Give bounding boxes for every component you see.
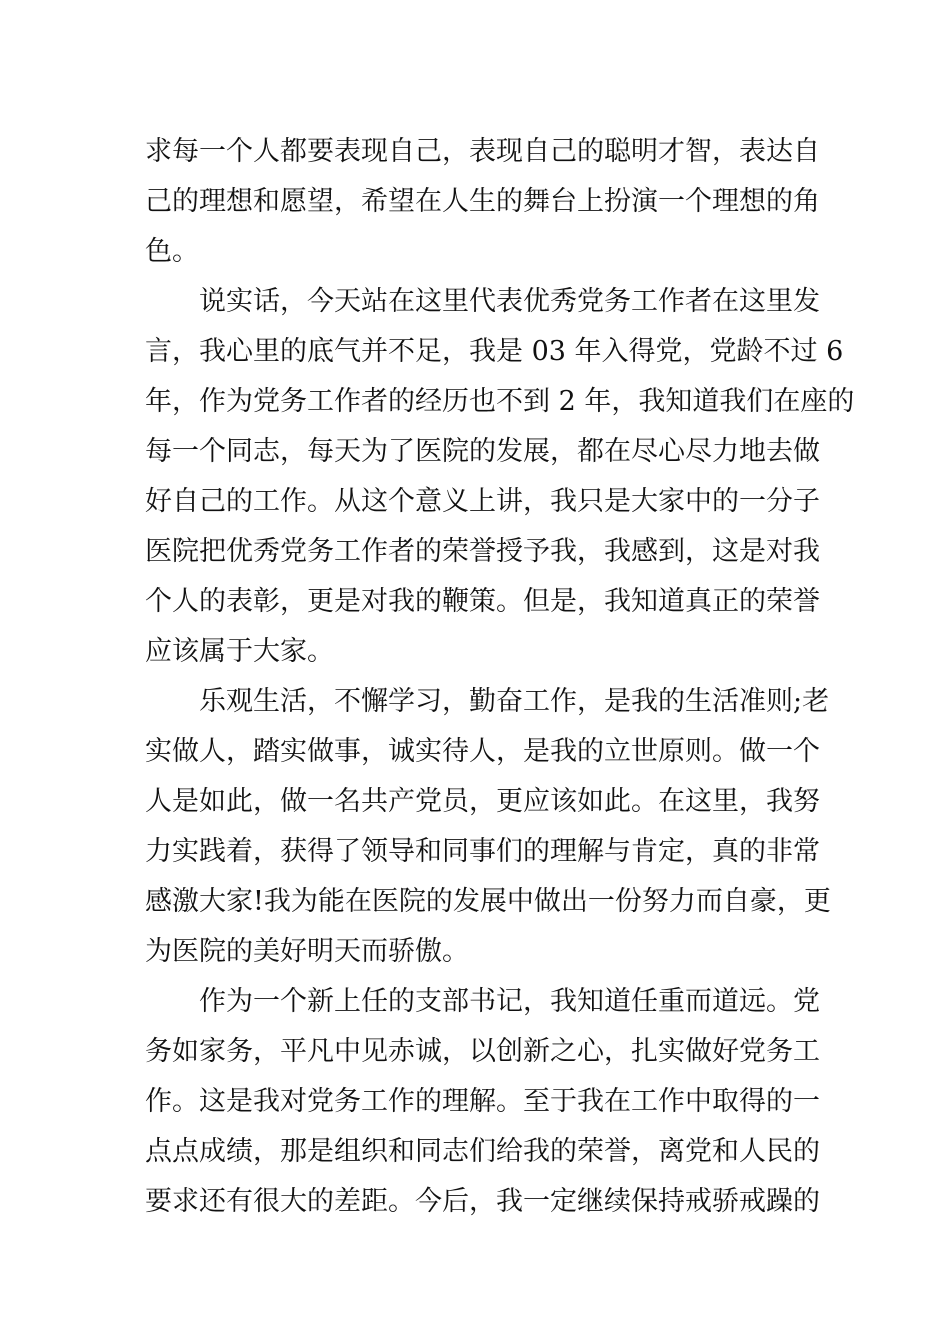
text-line: 作为一个新上任的支部书记，我知道任重而道远。党 [199,986,820,1017]
paragraph-3 [145,677,831,977]
document-body [145,127,855,1227]
text-line: 好自己的工作。从这个意义上讲，我只是大家中的一分子 [145,486,820,517]
text-line: 每一个同志，每天为了医院的发展，都在尽心尽力地去做 [145,436,820,467]
text-line: 医院把优秀党务工作者的荣誉授予我，我感到，这是对我 [145,536,820,567]
text-line: 求每一个人都要表现自己，表现自己的聪明才智，表达自 [145,136,820,167]
text-line: 应该属于大家。 [145,636,334,667]
text-line: 个人的表彰，更是对我的鞭策。但是，我知道真正的荣誉 [145,586,820,617]
text-line: 要求还有很大的差距。今后，我一定继续保持戒骄戒躁的 [145,1186,820,1217]
text-line: 己的理想和愿望，希望在人生的舞台上扮演一个理想的角 [145,186,820,217]
text-line: 人是如此，做一名共产党员，更应该如此。在这里，我努 [145,786,820,817]
paragraph-4 [145,977,820,1227]
text-line: 乐观生活，不懈学习，勤奋工作，是我的生活准则;老 [199,686,830,717]
paragraph-1 [145,127,820,277]
text-line: 感激大家!我为能在医院的发展中做出一份努力而自豪，更 [145,886,831,917]
text-line: 务如家务，平凡中见赤诚，以创新之心，扎实做好党务工 [145,1036,820,1067]
text-line: 点点成绩，那是组织和同志们给我的荣誉，离党和人民的 [145,1136,820,1167]
text-line: 为医院的美好明天而骄傲。 [145,936,469,967]
paragraph-2 [145,277,855,677]
text-line: 言，我心里的底气并不足，我是 03 年入得党，党龄不过 6 [145,336,844,367]
text-line: 实做人，踏实做事，诚实待人，是我的立世原则。做一个 [145,736,820,767]
text-line: 力实践着，获得了领导和同事们的理解与肯定，真的非常 [145,836,820,867]
text-line: 色。 [145,236,199,267]
text-line: 作。这是我对党务工作的理解。至于我在工作中取得的一 [145,1086,820,1117]
text-line: 说实话，今天站在这里代表优秀党务工作者在这里发 [199,286,820,317]
text-line: 年，作为党务工作者的经历也不到 2 年，我知道我们在座的 [145,386,855,417]
